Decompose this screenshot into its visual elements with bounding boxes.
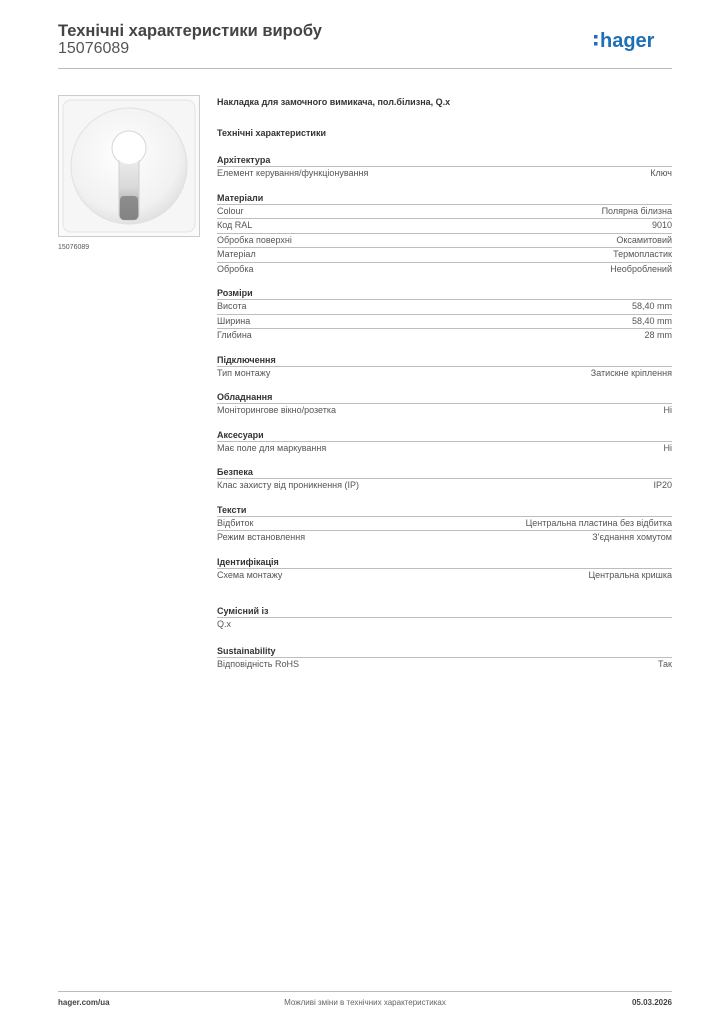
spec-value: 9010 <box>651 220 672 230</box>
hager-logo <box>592 26 672 54</box>
spec-row <box>217 657 672 672</box>
page-header <box>58 22 672 58</box>
spec-label: Клас захисту від проникнення (IP) <box>217 480 360 490</box>
spec-value: Ключ <box>650 168 672 178</box>
spec-group-title: Аксесуари <box>217 429 264 440</box>
spec-group-title: Архітектура <box>217 155 271 165</box>
spec-group <box>217 193 672 277</box>
spec-row <box>217 218 672 233</box>
spec-value: Ні <box>663 442 672 453</box>
spec-group <box>217 505 672 545</box>
spec-group-title: Сумісний із <box>217 606 269 616</box>
footer-disclaimer: Можливі зміни в технічних характеристиках <box>284 998 446 1007</box>
footer-date: 05.03.2026 <box>631 998 672 1007</box>
spec-value: Оксамитовий <box>616 234 672 245</box>
spec-row <box>217 233 672 248</box>
spec-group <box>217 355 672 381</box>
spec-label: Відповідність RoHS <box>217 658 299 669</box>
spec-value: 28 mm <box>644 330 672 340</box>
spec-row <box>217 262 672 277</box>
spec-label: Colour <box>217 205 244 216</box>
spec-label: Висота <box>217 301 247 311</box>
keyswitch-cover-image <box>59 96 199 236</box>
spec-row <box>217 204 672 219</box>
spec-label: Ширина <box>217 315 251 326</box>
footer-divider <box>58 991 672 992</box>
spec-group-title: Sustainability <box>217 645 276 656</box>
spec-row <box>217 441 672 456</box>
spec-value: IP20 <box>653 480 672 490</box>
spec-row <box>217 166 672 181</box>
spec-group <box>217 646 672 672</box>
document-title: Технічні характеристики виробу <box>58 22 322 40</box>
spec-group-title: Ідентифікація <box>217 556 279 567</box>
product-image <box>58 95 200 237</box>
header-divider <box>58 68 672 69</box>
spec-value: Центральна пластина без відбитка <box>525 517 672 528</box>
spec-row <box>217 314 672 329</box>
spec-value: Полярна білизна <box>601 205 672 216</box>
spec-label: Глибина <box>217 330 252 340</box>
spec-value: Необроблений <box>610 263 672 274</box>
spec-label: Матеріал <box>217 249 256 259</box>
spec-group-title: Обладнання <box>217 392 273 402</box>
spec-value: Центральна кришка <box>588 569 672 580</box>
document-number: 15076089 <box>58 40 130 57</box>
spec-groups <box>217 155 672 671</box>
spec-value: 58,40 mm <box>631 301 672 311</box>
spec-group-title: Розміри <box>217 288 253 298</box>
spec-row <box>217 328 672 343</box>
specifications <box>217 97 672 671</box>
spec-label: Схема монтажу <box>217 569 283 580</box>
spec-row <box>217 299 672 314</box>
footer-website[interactable]: hager.com/ua <box>58 998 110 1007</box>
spec-label: Моніторингове вікно/розетка <box>217 405 336 415</box>
spec-label: Обробка <box>217 263 254 274</box>
spec-group <box>217 392 672 418</box>
spec-row <box>217 617 672 632</box>
spec-group <box>217 467 672 493</box>
spec-label: Q.x <box>217 619 232 629</box>
spec-group <box>217 430 672 456</box>
spec-group <box>217 155 672 181</box>
spec-value: 58,40 mm <box>631 315 672 326</box>
spec-group-title: Підключення <box>217 354 276 365</box>
spec-group-title: Безпека <box>217 467 253 477</box>
spec-group-title: Матеріали <box>217 192 264 203</box>
spec-value: З'єднання хомутом <box>592 532 672 542</box>
specifications-heading: Технічні характеристики <box>217 128 326 138</box>
spec-label: Відбиток <box>217 517 254 528</box>
spec-row <box>217 516 672 531</box>
spec-row <box>217 478 672 493</box>
spec-group <box>217 606 672 632</box>
spec-row <box>217 247 672 262</box>
spec-row <box>217 530 672 545</box>
product-name: Накладка для замочного вимикача, пол.білизна, Q.x <box>217 97 451 107</box>
spec-value: Так <box>657 658 672 669</box>
spec-row <box>217 366 672 381</box>
spec-row <box>217 568 672 583</box>
spec-value: Ні <box>663 405 672 415</box>
spec-label: Елемент керування/функціонування <box>217 168 369 178</box>
spec-row <box>217 403 672 418</box>
spec-group-title: Тексти <box>217 504 247 515</box>
logo-text: hager <box>600 30 655 52</box>
spec-group <box>217 557 672 583</box>
spec-label: Тип монтажу <box>217 367 271 378</box>
spec-group <box>217 288 672 343</box>
image-caption: 15076089 <box>58 244 90 251</box>
spec-label: Обробка поверхні <box>217 234 292 245</box>
spec-value: Затискне кріплення <box>590 367 672 378</box>
spec-label: Код RAL <box>217 220 253 230</box>
spec-label: Режим встановлення <box>217 532 306 542</box>
spec-label: Має поле для маркування <box>217 442 327 453</box>
spec-value: Термопластик <box>613 249 672 259</box>
